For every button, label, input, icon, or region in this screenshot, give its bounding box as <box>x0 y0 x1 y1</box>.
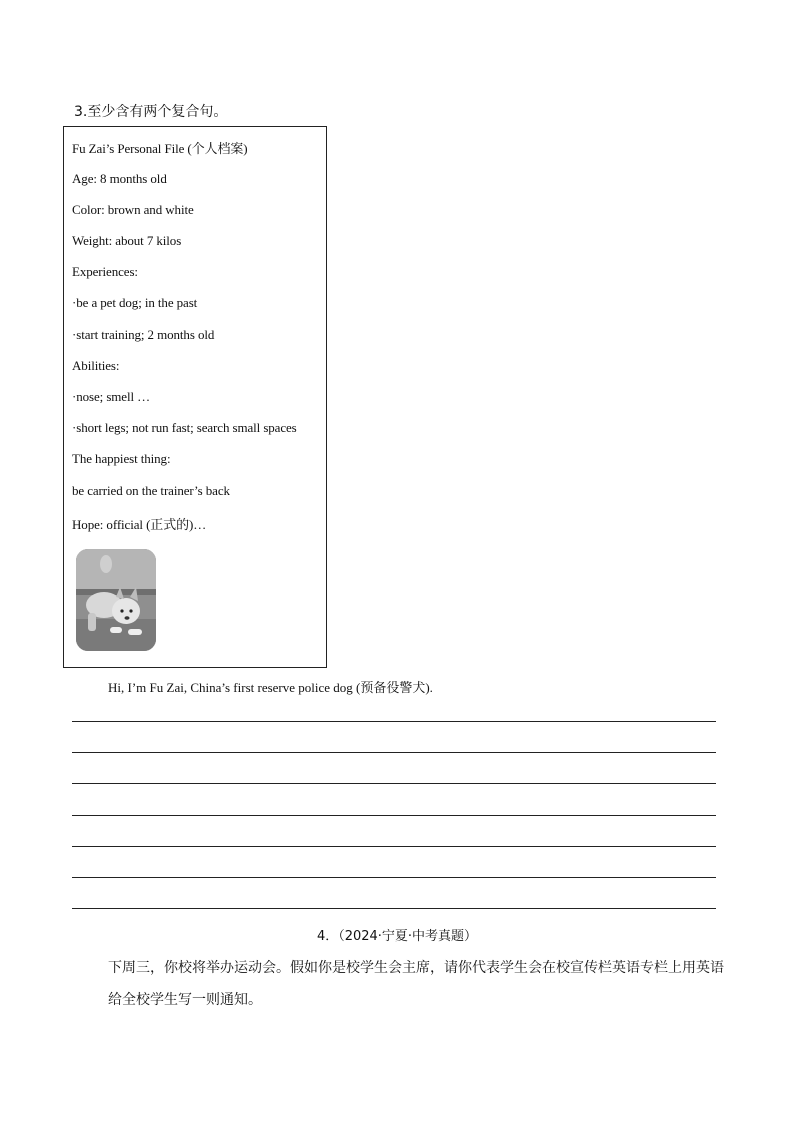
file-ability-1: ·nose; smell … <box>72 389 151 404</box>
personal-file-box <box>63 126 327 668</box>
intro-sentence: Hi, I’m Fu Zai, China’s first reserve police dog (预备役警犬). <box>108 680 433 695</box>
question-4-text-line-2: 给全校学生写一则通知。 <box>108 992 262 1008</box>
file-happiest-text: be carried on the trainer’s back <box>72 483 230 498</box>
writing-line[interactable] <box>72 877 716 878</box>
file-hope: Hope: official (正式的)… <box>72 517 207 532</box>
writing-line[interactable] <box>72 721 716 722</box>
file-ability-2: ·short legs; not run fast; search small spaces <box>72 420 297 435</box>
requirement-3: 3.至少含有两个复合句。 <box>74 104 228 120</box>
writing-line[interactable] <box>72 815 716 816</box>
corgi-image <box>76 549 156 651</box>
writing-line[interactable] <box>72 752 716 753</box>
file-color: Color: brown and white <box>72 202 194 217</box>
file-weight: Weight: about 7 kilos <box>72 233 182 248</box>
writing-line[interactable] <box>72 846 716 847</box>
writing-line[interactable] <box>72 908 716 909</box>
file-experience-1: ·be a pet dog; in the past <box>72 295 198 310</box>
dog-photo <box>76 549 156 651</box>
writing-line[interactable] <box>72 783 716 784</box>
file-experiences-heading: Experiences: <box>72 264 138 279</box>
question-4-title: 4．（2024·宁夏·中考真题） <box>316 929 478 944</box>
file-age: Age: 8 months old <box>72 171 167 186</box>
question-4-text-line-1: 下周三，你校将举办运动会。假如你是校学生会主席，请你代表学生会在校宣传栏英语专栏上用英语 <box>108 960 724 976</box>
file-title: Fu Zai’s Personal File (个人档案) <box>72 141 248 156</box>
file-experience-2: ·start training; 2 months old <box>72 327 215 342</box>
file-abilities-heading: Abilities: <box>72 358 120 373</box>
file-happiest-heading: The happiest thing: <box>72 451 171 466</box>
